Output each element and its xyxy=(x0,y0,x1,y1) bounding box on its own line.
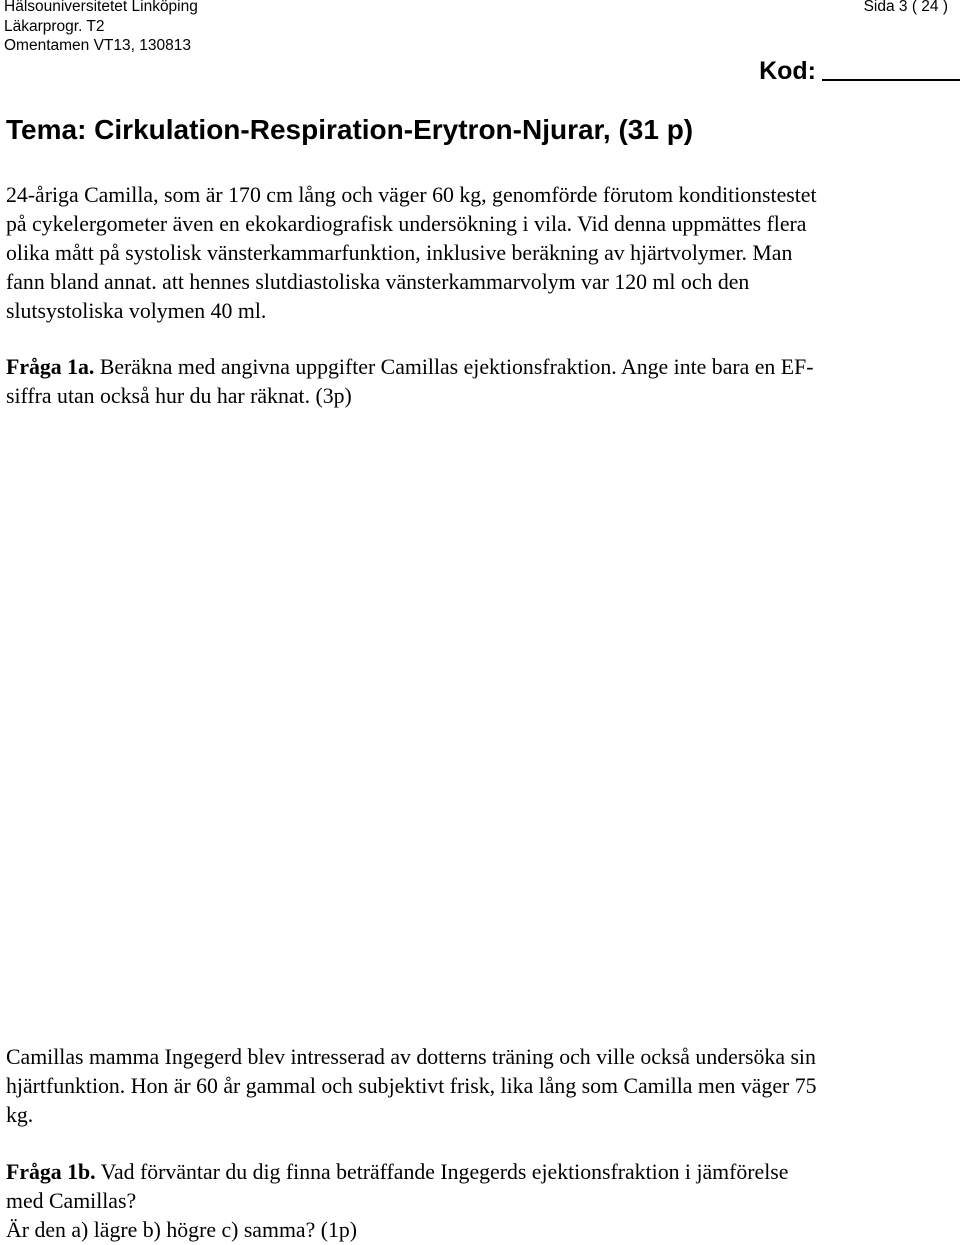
question-1a-text: Beräkna med angivna uppgifter Camillas ejektionsfraktion. Ange inte bara en EF- xyxy=(94,355,814,379)
question-1b-text: med Camillas? xyxy=(6,1189,137,1213)
question-1a-text: siffra utan också hur du har räknat. (3p) xyxy=(6,384,352,408)
context-line: kg. xyxy=(6,1103,34,1127)
question-1a xyxy=(6,353,813,411)
context-paragraph xyxy=(6,1043,817,1130)
intro-line: 24-åriga Camilla, som är 170 cm lång och väger 60 kg, genomförde förutom konditionstestet xyxy=(6,183,817,207)
intro-paragraph xyxy=(6,181,817,326)
code-field xyxy=(759,55,960,87)
header-course: Läkarprogr. T2 xyxy=(4,18,105,35)
question-1b-label: Fråga 1b. xyxy=(6,1160,96,1184)
intro-line: olika mått på systolisk vänsterkammarfunktion, inklusive beräkning av hjärtvolymer. Man xyxy=(6,241,793,265)
code-answer-line xyxy=(822,79,960,81)
question-1a-label: Fråga 1a. xyxy=(6,355,95,379)
header-exam: Omentamen VT13, 130813 xyxy=(4,37,191,54)
page-number: Sida 3 ( 24 ) xyxy=(863,0,948,15)
intro-line: slutsystoliska volymen 40 ml. xyxy=(6,299,267,323)
code-label: Kod: xyxy=(759,57,816,85)
question-1b xyxy=(6,1158,788,1245)
intro-line: på cykelergometer även en ekokardiografisk undersökning i vila. Vid denna uppmättes flera xyxy=(6,212,807,236)
intro-line: fann bland annat. att hennes slutdiastoliska vänsterkammarvolym var 120 ml och den xyxy=(6,270,750,294)
question-1b-text: Vad förväntar du dig finna beträffande Ingegerds ejektionsfraktion i jämförelse xyxy=(95,1160,789,1184)
question-1b-options: Är den a) lägre b) högre c) samma? (1p) xyxy=(6,1218,358,1242)
header-institution: Hälsouniversitetet Linköping xyxy=(4,0,198,15)
theme-title: Tema: Cirkulation-Respiration-Erytron-Njurar, (31 p) xyxy=(6,114,694,145)
context-line: hjärtfunktion. Hon är 60 år gammal och subjektivt frisk, lika lång som Camilla men väger 75 xyxy=(6,1074,817,1098)
context-line: Camillas mamma Ingegerd blev intresserad av dotterns träning och ville också undersöka sin xyxy=(6,1045,816,1069)
